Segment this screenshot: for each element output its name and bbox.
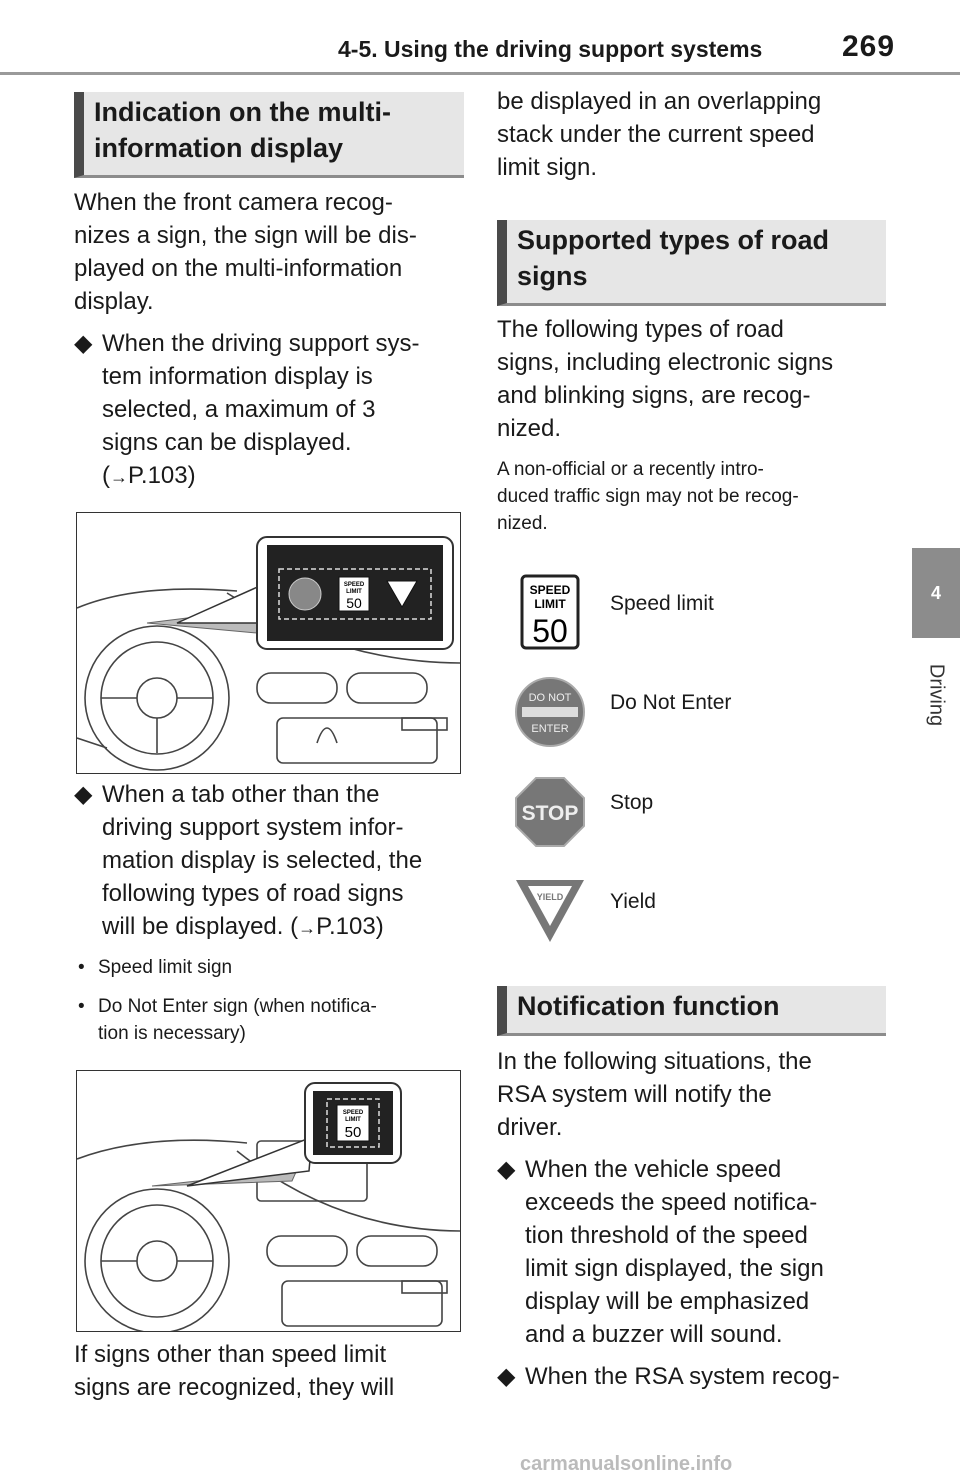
page-reference[interactable]: P.103 bbox=[316, 913, 376, 940]
sign-label-yield: Yield bbox=[610, 890, 656, 913]
sign-label-do-not-enter: Do Not Enter bbox=[610, 691, 732, 714]
header-divider bbox=[0, 72, 960, 75]
dashboard-illustration bbox=[77, 1071, 461, 1332]
yield-sign-icon bbox=[514, 876, 586, 946]
dashboard-illustration bbox=[77, 513, 461, 774]
svg-text:LIMIT: LIMIT bbox=[534, 597, 566, 611]
bullet-dot-icon: • bbox=[78, 957, 85, 978]
section-title: 4-5. Using the driving support systems bbox=[338, 36, 763, 62]
bullet-max-signs: ◆ When the driving support sys- tem information display is selected, a maximum of 3 signs can be displayed. (→P.103) bbox=[74, 327, 474, 494]
svg-text:50: 50 bbox=[532, 613, 568, 649]
bullet-diamond-icon: ◆ bbox=[497, 1156, 516, 1183]
mini-sign-speed: SPEED bbox=[342, 1110, 364, 1116]
mini-sign-speed: SPEED bbox=[343, 582, 365, 588]
speed-limit-sign-icon bbox=[514, 574, 586, 650]
chapter-label: Driving bbox=[925, 663, 948, 727]
dashboard-figure-speed-sign bbox=[76, 1070, 461, 1332]
mini-sign-limit: LIMIT bbox=[346, 589, 362, 595]
chapter-number: 4 bbox=[930, 582, 941, 603]
mini-sign-limit: LIMIT bbox=[345, 1117, 361, 1123]
svg-text:SPEED: SPEED bbox=[529, 583, 571, 597]
sign-label-stop: Stop bbox=[610, 791, 654, 814]
heading-indication: Indication on the multi- information display bbox=[74, 92, 464, 178]
arrow-right-icon: → bbox=[298, 918, 317, 938]
stop-sign-icon bbox=[514, 774, 586, 850]
mini-sign-50: 50 bbox=[344, 1124, 362, 1141]
arrow-right-icon: → bbox=[110, 467, 128, 487]
bullet-rsa-recognizes: ◆ When the RSA system recog- bbox=[497, 1360, 897, 1393]
mini-sign-50: 50 bbox=[346, 595, 362, 611]
outro-paragraph: If signs other than speed limit signs are recognized, they will bbox=[74, 1341, 395, 1401]
bullet-diamond-icon: ◆ bbox=[74, 781, 93, 808]
svg-text:ENTER: ENTER bbox=[531, 723, 569, 735]
svg-text:DO NOT: DO NOT bbox=[528, 692, 572, 704]
dashboard-figure-three-signs bbox=[76, 512, 461, 774]
bullet-speed-exceeded: ◆ When the vehicle speed exceeds the speed notifica- tion threshold of the speed limit sign displayed, the sign display will be emphasized and a buzzer will sound. bbox=[497, 1153, 897, 1351]
continued-paragraph: be displayed in an overlapping stack under the current speed limit sign. bbox=[497, 88, 822, 181]
do-not-enter-sign-icon bbox=[514, 674, 586, 750]
intro-paragraph: When the front camera recog- nizes a sign, the sign will be dis- played on the multi-information display. bbox=[74, 189, 417, 315]
notification-paragraph: In the following situations, the RSA system will notify the driver. bbox=[497, 1048, 812, 1141]
bullet-diamond-icon: ◆ bbox=[497, 1363, 516, 1390]
watermark: carmanualsonline.info bbox=[520, 1453, 733, 1475]
heading-supported-signs: Supported types of road signs bbox=[497, 220, 886, 306]
page-number: 269 bbox=[842, 30, 896, 63]
sub-bullet-speed-limit: • Speed limit sign bbox=[78, 954, 478, 981]
sign-label-speed-limit: Speed limit bbox=[610, 592, 714, 615]
svg-text:STOP: STOP bbox=[521, 802, 579, 825]
sub-bullet-do-not-enter: • Do Not Enter sign (when notifica- tion is necessary) bbox=[78, 993, 478, 1047]
recognition-note: A non-official or a recently intro- duced traffic sign may not be recog- nized. bbox=[497, 459, 799, 534]
supported-paragraph: The following types of road signs, including electronic signs and blinking signs, are recog- nized. bbox=[497, 316, 834, 442]
chapter-tab bbox=[912, 548, 960, 638]
heading-notification: Notification function bbox=[497, 986, 886, 1036]
bullet-diamond-icon: ◆ bbox=[74, 330, 93, 357]
bullet-other-tab: ◆ When a tab other than the driving support system infor- mation display is selected, the following types of road signs will be displayed. (→P.103) bbox=[74, 778, 474, 945]
bullet-dot-icon: • bbox=[78, 996, 85, 1017]
svg-text:YIELD: YIELD bbox=[536, 892, 564, 902]
page-reference[interactable]: P.103 bbox=[128, 462, 188, 489]
